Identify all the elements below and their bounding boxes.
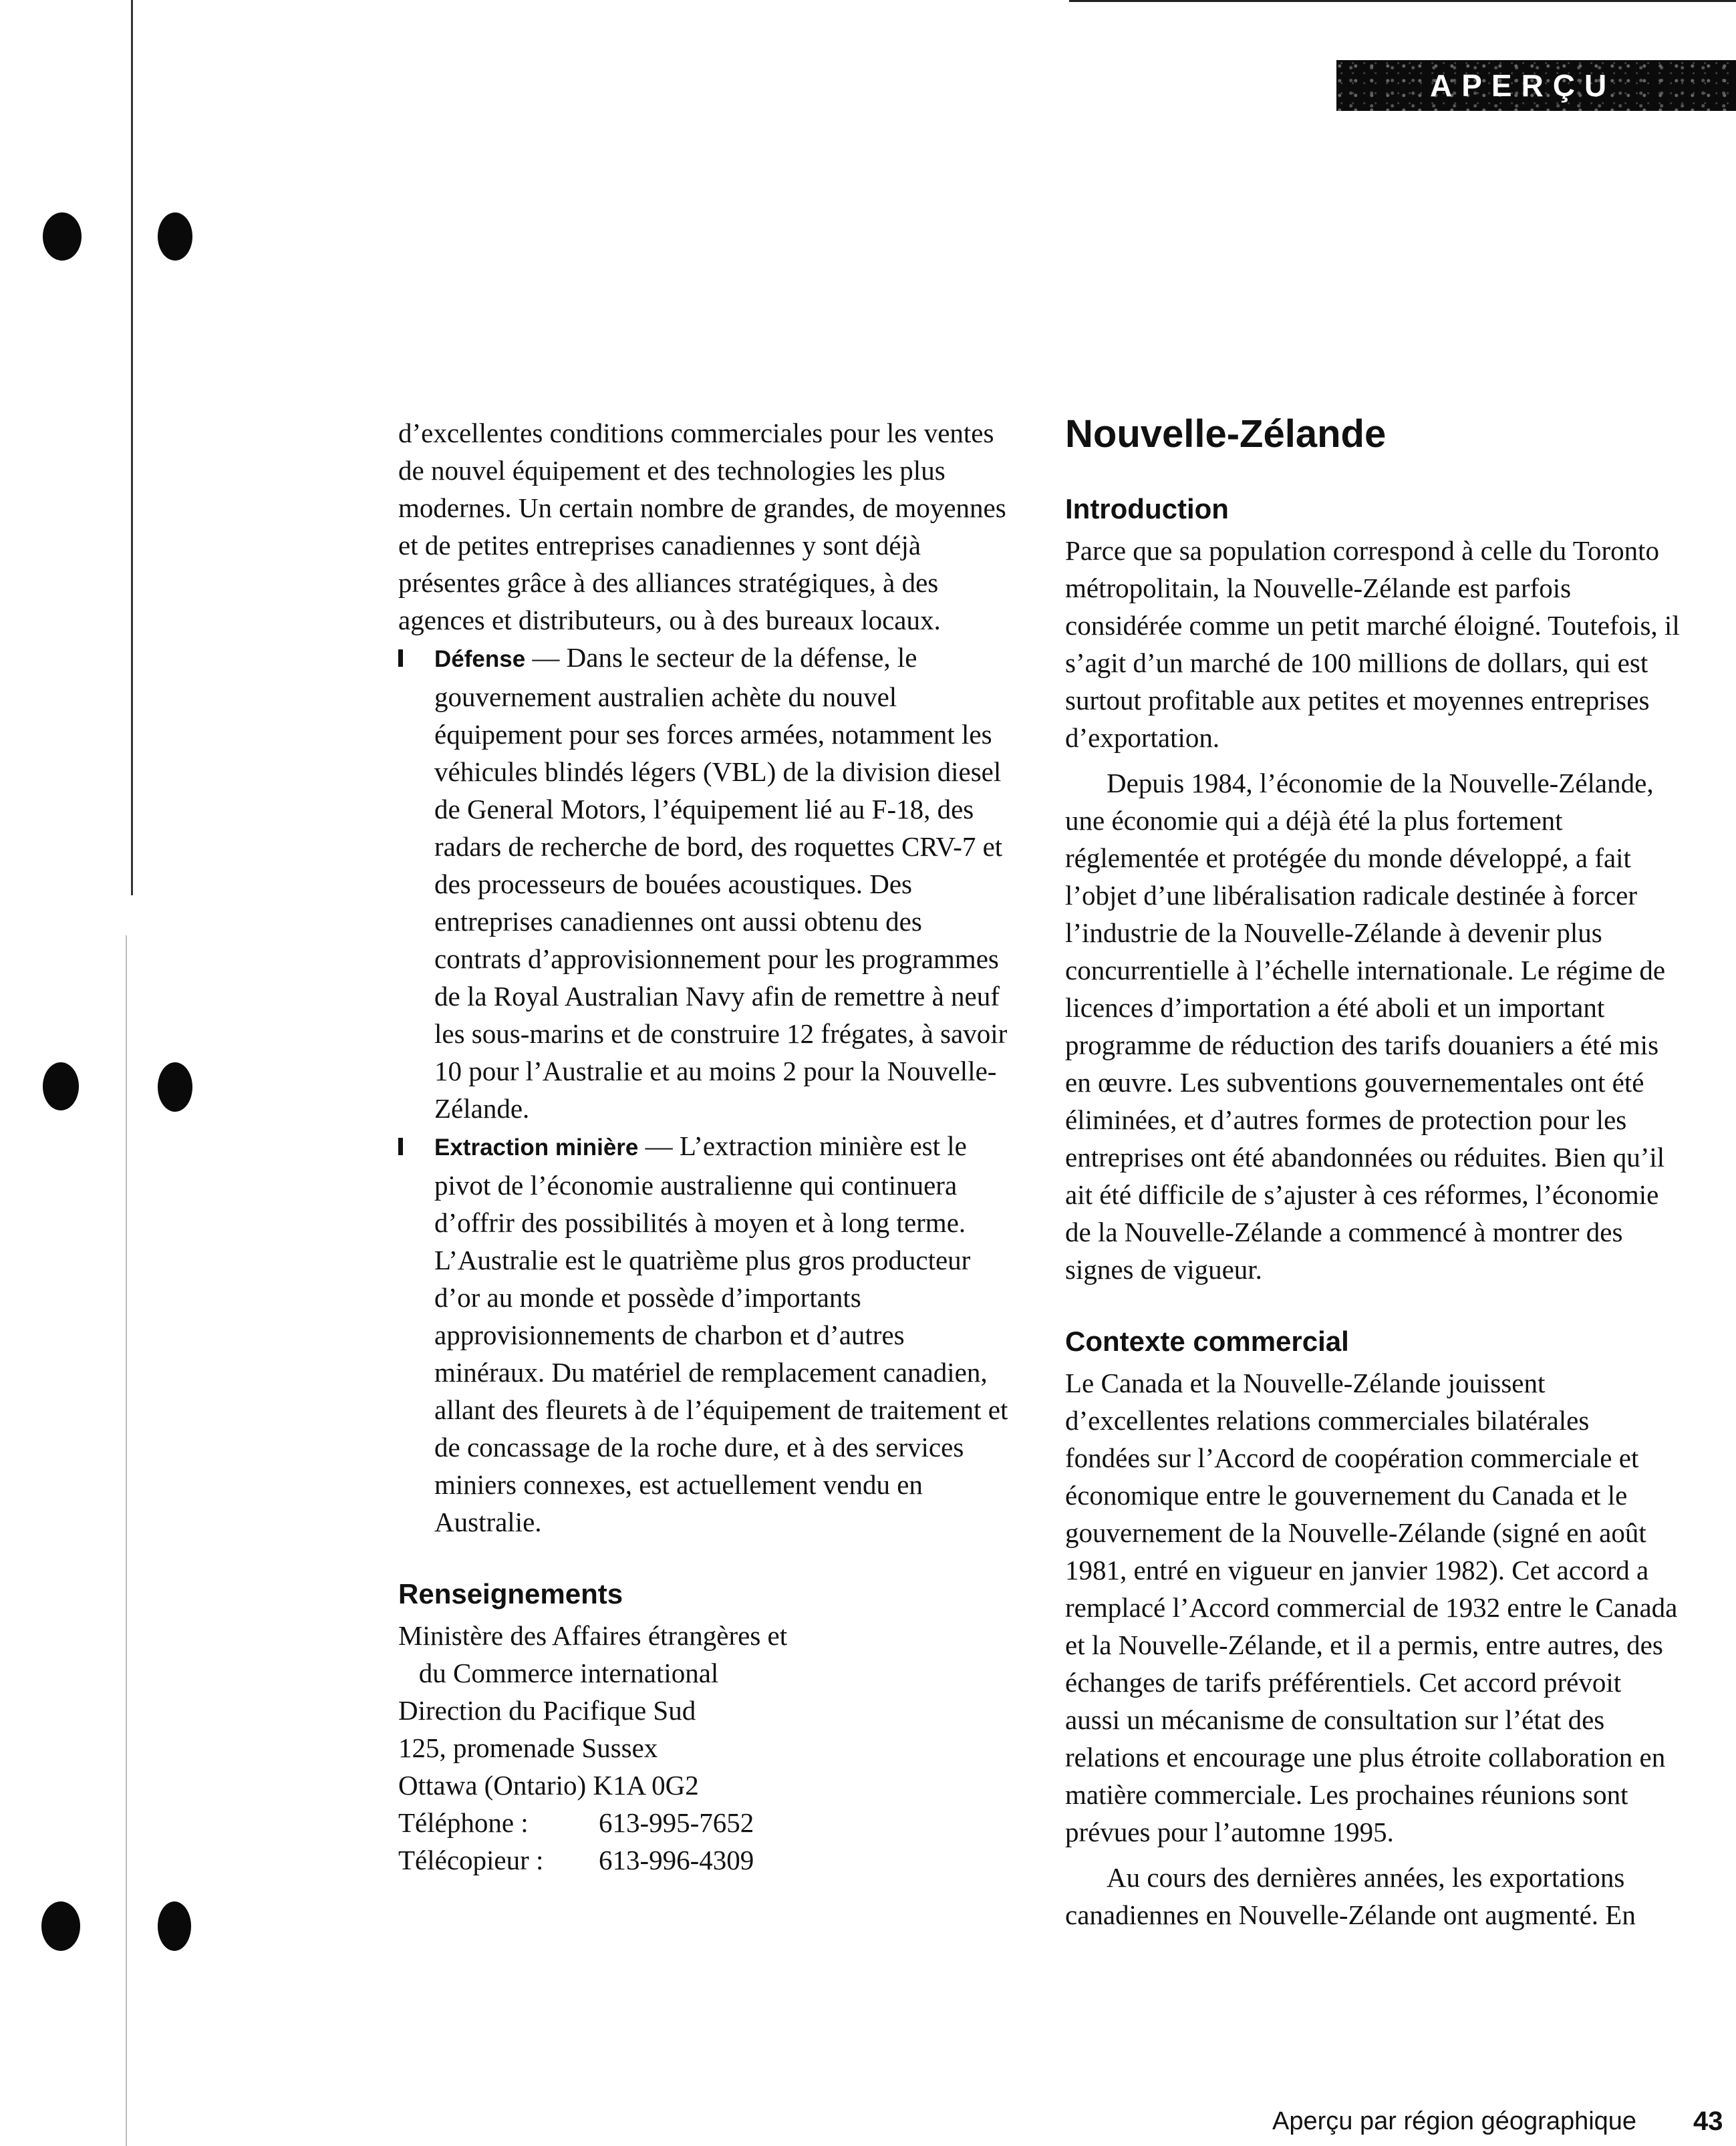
bullet-body: Dans le secteur de la défense, le gouvernement australien achète du nouvel équipement pour ses forces armées, notamment les véhicules blindés légers (VBL) de la division diesel de General Motors, l’équipement lié au F-18, des radars de recherche de bord, des roquettes CRV-7 et des processeurs de bouées acoustiques. Des entreprises canadiennes ont aussi obtenu des contrats d’approvisionnement pour les programmes de la Royal Australian Navy afin de remettre à neuf les sous-marins et de construire 12 frégates, à savoir 10 pour l’Australie et au moins 2 pour la Nouvelle-Zélande. bbox=[434, 642, 1008, 1124]
fax-number: 613-996-4309 bbox=[599, 1845, 754, 1875]
binding-edge-line-lower bbox=[126, 935, 127, 2146]
paragraph: Depuis 1984, l’économie de la Nouvelle-Zélande, une économie qui a déjà été la plus fortement réglementée et protégée du monde développé, a fait l’objet d’une libéralisation radicale destinée à forcer l’industrie de la Nouvelle-Zélande à devenir plus concurrentielle à l’échelle internationale. Le régime de licences d’importation a été aboli et un important programme de réduction des tarifs douaniers a été mis en œuvre. Les subventions gouvernementales ont été éliminées, et d’autres formes de protection pour les entreprises ont été abandonnées ou réduites. Bien qu’il ait été difficile de s’ajuster à ces réformes, l’économie de la Nouvelle-Zélande a commencé à montrer des signes de vigueur. bbox=[1065, 768, 1666, 1285]
punch-hole bbox=[158, 1901, 191, 1951]
punch-hole bbox=[41, 1901, 80, 1951]
punch-hole bbox=[158, 212, 192, 261]
bullet-defense bbox=[398, 639, 1013, 1127]
contact-phone-row bbox=[398, 1804, 1013, 1841]
punch-hole bbox=[158, 1062, 192, 1112]
section-contexte-commercial bbox=[1065, 1323, 1680, 1934]
phone-label: Téléphone : bbox=[398, 1807, 529, 1838]
page-number: 43 bbox=[1693, 2107, 1723, 2136]
section-introduction bbox=[1065, 490, 1680, 1288]
fax-label: Télécopieur : bbox=[398, 1845, 544, 1875]
contact-block bbox=[398, 1575, 1013, 1879]
binding-edge-line bbox=[131, 0, 133, 895]
bullet-dash: — bbox=[525, 642, 567, 673]
bullet-marker bbox=[398, 649, 403, 667]
contact-address-line: 125, promenade Sussex bbox=[398, 1732, 658, 1763]
footer-section-title: Aperçu par région géographique bbox=[1272, 2107, 1637, 2135]
bullet-dash: — bbox=[638, 1130, 680, 1161]
bullet-body: L’extraction minière est le pivot de l’économie australienne qui continuera d’offrir des possibilités à moyen et à long terme. L’Australie est le quatrième plus gros producteur d’or au monde et possède d’importants approvisionnements de charbon et d’autres minéraux. Du matériel de remplacement canadien, allant des fleurets à de l’équipement de traitement et de concassage de la roche dure, et à des services miniers connexes, est actuellement vendu en Australie. bbox=[434, 1130, 1008, 1537]
bullet-title: Défense bbox=[434, 646, 526, 672]
bullet-text bbox=[434, 1127, 1013, 1541]
continued-paragraph: d’excellentes conditions commerciales pour les ventes de nouvel équipement et des technologies les plus modernes. Un certain nombre de grandes, de moyennes et de petites entreprises canadiennes y sont déjà présentes grâce à des alliances stratégiques, à des agences et distributeurs, ou à des bureaux locaux. bbox=[398, 418, 1006, 635]
right-column bbox=[1065, 414, 1680, 1934]
bullet-marker bbox=[398, 1138, 403, 1155]
punch-hole bbox=[43, 212, 82, 261]
paragraph: Parce que sa population correspond à celle du Toronto métropolitain, la Nouvelle-Zélande est parfois considérée comme un petit marché éloigné. Toutefois, il s’agit d’un marché de 100 millions de dollars, qui est surtout profitable aux petites et moyennes entreprises d’exportation. bbox=[1065, 535, 1680, 753]
country-title: Nouvelle-Zélande bbox=[1065, 412, 1387, 456]
bullet-text bbox=[434, 639, 1013, 1127]
left-column bbox=[398, 414, 1013, 1879]
bullet-title: Extraction minière bbox=[434, 1134, 639, 1161]
phone-number: 613-995-7652 bbox=[599, 1807, 754, 1838]
contact-fax-row bbox=[398, 1841, 1013, 1879]
contact-address-line: du Commerce international bbox=[398, 1658, 719, 1688]
top-rule bbox=[1069, 0, 1736, 2]
contact-address-line: Ministère des Affaires étrangères et bbox=[398, 1620, 788, 1651]
contact-address-line: Ottawa (Ontario) K1A 0G2 bbox=[398, 1770, 699, 1801]
punch-hole bbox=[43, 1062, 79, 1110]
section-heading: Contexte commercial bbox=[1065, 1326, 1349, 1357]
paragraph: Le Canada et la Nouvelle-Zélande jouissent d’excellentes relations commerciales bilatérales fondées sur l’Accord de coopération commerciale et économique entre le gouvernement du Canada et le gouvernement de la Nouvelle-Zélande (signé en août 1981, entré en vigueur en janvier 1982). Cet accord a remplacé l’Accord commercial de 1932 entre le Canada et la Nouvelle-Zélande, et il a permis, entre autres, des échanges de tarifs préférentiels. Cet accord prévoit aussi un mécanisme de consultation sur l’état des relations et encourage une plus étroite collaboration en matière commerciale. Les prochaines réunions sont prévues pour l’automne 1995. bbox=[1065, 1368, 1678, 1847]
section-heading: Introduction bbox=[1065, 493, 1229, 524]
contact-address-line: Direction du Pacifique Sud bbox=[398, 1695, 696, 1726]
section-header-label: APERÇU bbox=[1430, 68, 1616, 103]
bullet-mining bbox=[398, 1127, 1013, 1541]
contact-heading: Renseignements bbox=[398, 1578, 623, 1610]
paragraph: Au cours des dernières années, les exportations canadiennes en Nouvelle-Zélande ont augmenté. En bbox=[1065, 1862, 1636, 1930]
